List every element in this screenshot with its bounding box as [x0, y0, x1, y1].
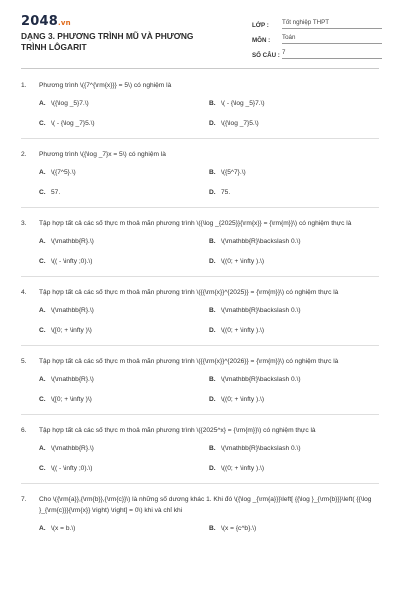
- header-divider: [21, 68, 379, 69]
- option-letter: D.: [209, 189, 216, 196]
- option-c[interactable]: [39, 394, 209, 405]
- option-text: \(\mathbb{R}\backslash 0.\): [221, 445, 301, 452]
- option-text: \({7^5}.\): [51, 169, 76, 176]
- option-d[interactable]: [209, 325, 379, 336]
- option-text: \(\mathbb{R}\backslash 0.\): [221, 238, 301, 245]
- option-text: \({\log _5}7.\): [51, 100, 89, 107]
- meta-value: Toán: [282, 34, 382, 44]
- meta-label: SỐ CÂU :: [252, 52, 280, 59]
- question-5: [21, 356, 379, 415]
- option-letter: A.: [39, 100, 46, 107]
- option-d[interactable]: [209, 118, 379, 129]
- question-divider: [21, 276, 379, 277]
- option-c[interactable]: [39, 463, 209, 474]
- option-letter: A.: [39, 169, 46, 176]
- question-number: 3.: [21, 220, 27, 227]
- option-text: \(( - \infty ;0).\): [51, 258, 93, 265]
- question-text: Tập hợp tất cả các số thực m thoả mãn phương trình \({{\rm{x}}^{2025}} = {\rm{m}}\) có nghiệm thực là: [39, 289, 339, 296]
- option-letter: D.: [209, 120, 216, 127]
- meta-row-subject: [252, 29, 382, 44]
- question-7: [21, 494, 379, 534]
- option-text: \([0; + \infty )\): [51, 396, 92, 403]
- question-text: Cho \({\rm{a}},{\rm{b}},{\rm{c}}\) là những số dương khác 1. Khi đó \({\log _{\rm{a}}}\left[ {{\log }_{\rm{b}}}\left( {{\log }_{\rm{c}}}{\rm{x}} \right) \right] = 0\) khi và chỉ khi: [39, 496, 372, 514]
- option-b[interactable]: [209, 523, 379, 534]
- option-letter: A.: [39, 307, 46, 314]
- option-letter: A.: [39, 376, 46, 383]
- option-letter: C.: [39, 258, 46, 265]
- header: [0, 0, 400, 66]
- option-letter: D.: [209, 396, 216, 403]
- question-1: [21, 80, 379, 139]
- option-d[interactable]: [209, 256, 379, 267]
- option-letter: B.: [209, 169, 216, 176]
- option-text: \( - {\log _7}5.\): [51, 120, 95, 127]
- option-b[interactable]: [209, 236, 379, 247]
- question-text: Tập hợp tất cả các số thực m thoả mãn phương trình \({\log _{2025}}{\rm{x}} = {\rm{m}}\) có nghiệm thực là: [39, 220, 352, 227]
- option-letter: B.: [209, 100, 216, 107]
- option-letter: A.: [39, 525, 46, 532]
- question-text: Tập hợp tất cả các số thực m thoả mãn phương trình \({2025^x} = {\rm{m}}\) có nghiệm thực là: [39, 427, 316, 434]
- option-a[interactable]: [39, 523, 209, 534]
- option-letter: B.: [209, 238, 216, 245]
- option-b[interactable]: [209, 98, 379, 109]
- option-text: \((0; + \infty ).\): [221, 465, 265, 472]
- option-d[interactable]: [209, 187, 379, 198]
- question-text: Phương trình \({7^{\rm{x}}} = 5\) có nghiệm là: [39, 82, 172, 89]
- question-divider: [21, 414, 379, 415]
- logo-suffix: .vn: [57, 19, 71, 27]
- question-4: [21, 287, 379, 346]
- meta-value: Tốt nghiệp THPT: [282, 19, 382, 29]
- option-text: \([0; + \infty )\): [51, 327, 92, 334]
- meta-value: 7: [282, 49, 382, 59]
- question-2: [21, 149, 379, 208]
- option-letter: B.: [209, 445, 216, 452]
- option-text: \(\mathbb{R}\backslash 0.\): [221, 376, 301, 383]
- option-b[interactable]: [209, 374, 379, 385]
- option-a[interactable]: [39, 98, 209, 109]
- option-text: \(\mathbb{R}.\): [51, 307, 94, 314]
- option-letter: C.: [39, 120, 46, 127]
- option-letter: B.: [209, 525, 216, 532]
- question-text: Tập hợp tất cả các số thực m thoả mãn phương trình \({{\rm{x}}^{2026}} = {\rm{m}}\) có nghiệm thực là: [39, 358, 339, 365]
- option-letter: A.: [39, 238, 46, 245]
- option-text: \({5^7}.\): [221, 169, 246, 176]
- option-d[interactable]: [209, 463, 379, 474]
- option-letter: A.: [39, 445, 46, 452]
- option-text: \( - {\log _5}7.\): [221, 100, 265, 107]
- option-text: \(( - \infty ;0).\): [51, 465, 93, 472]
- question-number: 4.: [21, 289, 27, 296]
- question-6: [21, 425, 379, 484]
- meta-label: LỚP :: [252, 22, 269, 29]
- option-text: \(\mathbb{R}\backslash 0.\): [221, 307, 301, 314]
- option-c[interactable]: [39, 256, 209, 267]
- option-letter: C.: [39, 465, 46, 472]
- option-c[interactable]: [39, 187, 209, 198]
- option-text: 57.: [51, 189, 61, 196]
- question-number: 7.: [21, 496, 27, 503]
- question-number: 2.: [21, 151, 27, 158]
- option-a[interactable]: [39, 305, 209, 316]
- option-a[interactable]: [39, 374, 209, 385]
- option-text: \((0; + \infty ).\): [221, 396, 265, 403]
- option-b[interactable]: [209, 305, 379, 316]
- option-letter: C.: [39, 189, 46, 196]
- option-text: \(\mathbb{R}.\): [51, 238, 94, 245]
- question-number: 5.: [21, 358, 27, 365]
- question-number: 6.: [21, 427, 27, 434]
- option-text: \(\mathbb{R}.\): [51, 445, 94, 452]
- option-letter: B.: [209, 307, 216, 314]
- meta-row-count: [252, 44, 382, 59]
- option-a[interactable]: [39, 443, 209, 454]
- option-d[interactable]: [209, 394, 379, 405]
- option-letter: D.: [209, 258, 216, 265]
- option-text: \((0; + \infty ).\): [221, 258, 265, 265]
- option-text: \(x = {c^b}.\): [221, 525, 257, 532]
- meta-row-class: [252, 14, 382, 29]
- option-letter: D.: [209, 465, 216, 472]
- question-divider: [21, 345, 379, 346]
- question-list: [21, 80, 379, 543]
- option-letter: C.: [39, 327, 46, 334]
- question-3: [21, 218, 379, 277]
- option-letter: B.: [209, 376, 216, 383]
- meta-label: MÔN :: [252, 37, 271, 44]
- question-divider: [21, 207, 379, 208]
- option-a[interactable]: [39, 167, 209, 178]
- logo-main: 2048: [21, 14, 58, 29]
- option-a[interactable]: [39, 236, 209, 247]
- option-c[interactable]: [39, 325, 209, 336]
- option-letter: C.: [39, 396, 46, 403]
- option-text: \(x = b.\): [51, 525, 76, 532]
- option-b[interactable]: [209, 167, 379, 178]
- option-c[interactable]: [39, 118, 209, 129]
- page-title: DẠNG 3. PHƯƠNG TRÌNH MŨ VÀ PHƯƠNG TRÌNH LÔGARIT: [21, 31, 194, 52]
- option-text: 75.: [221, 189, 231, 196]
- option-text: \({\log _7}5.\): [221, 120, 259, 127]
- question-divider: [21, 483, 379, 484]
- option-letter: D.: [209, 327, 216, 334]
- meta-info: [252, 14, 382, 59]
- option-b[interactable]: [209, 443, 379, 454]
- option-text: \(\mathbb{R}.\): [51, 376, 94, 383]
- logo[interactable]: [21, 14, 71, 29]
- question-divider: [21, 138, 379, 139]
- option-text: \((0; + \infty ).\): [221, 327, 265, 334]
- question-text: Phương trình \({\log _7}x = 5\) có nghiệm là: [39, 151, 166, 158]
- question-number: 1.: [21, 82, 27, 89]
